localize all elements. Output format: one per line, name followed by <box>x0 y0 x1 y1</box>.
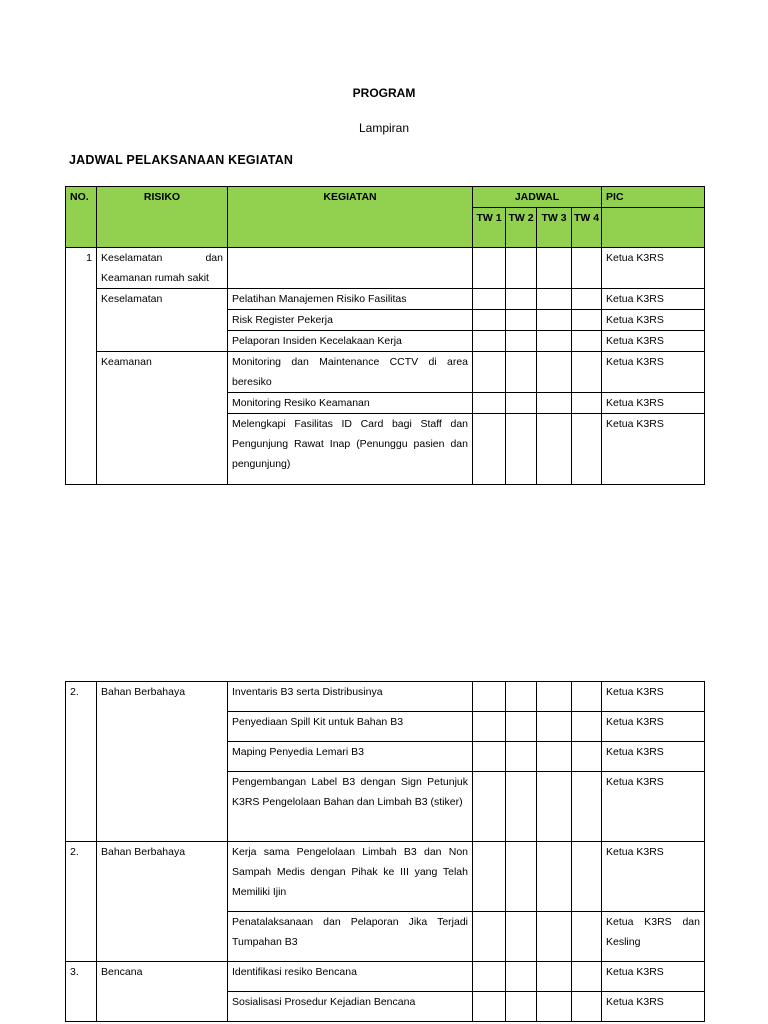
schedule-cell <box>537 310 572 331</box>
schedule-cell <box>473 712 506 742</box>
schedule-cell <box>537 772 572 842</box>
cell-kegiatan: Sosialisasi Prosedur Kejadian Bencana <box>228 992 473 1022</box>
table-row <box>66 248 705 289</box>
schedule-cell <box>506 352 537 393</box>
schedule-cell <box>572 414 602 485</box>
cell-risiko: Keselamatan <box>97 289 228 352</box>
schedule-cell <box>572 772 602 842</box>
schedule-cell <box>473 962 506 992</box>
schedule-cell <box>537 352 572 393</box>
schedule-cell <box>473 772 506 842</box>
schedule-cell <box>473 289 506 310</box>
cell-kegiatan: Penatalaksanaan dan Pelaporan Jika Terjadi Tumpahan B3 <box>228 912 473 962</box>
schedule-cell <box>537 992 572 1022</box>
cell-kegiatan: Risk Register Pekerja <box>228 310 473 331</box>
cell-kegiatan: Pelaporan Insiden Kecelakaan Kerja <box>228 331 473 352</box>
schedule-cell <box>506 289 537 310</box>
cell-pic: Ketua K3RS <box>602 772 705 842</box>
header-tw-1: TW 1 <box>473 208 506 248</box>
schedule-cell <box>506 842 537 912</box>
schedule-cell <box>537 712 572 742</box>
cell-kegiatan: Penyediaan Spill Kit untuk Bahan B3 <box>228 712 473 742</box>
schedule-cell <box>473 992 506 1022</box>
schedule-cell <box>506 331 537 352</box>
cell-pic: Ketua K3RS <box>602 712 705 742</box>
schedule-cell <box>506 248 537 289</box>
cell-no: 3. <box>66 962 97 1022</box>
schedule-cell <box>537 248 572 289</box>
schedule-cell <box>473 742 506 772</box>
schedule-cell <box>506 772 537 842</box>
table-row <box>66 962 705 992</box>
schedule-table-2 <box>65 681 705 1022</box>
cell-kegiatan: Melengkapi Fasilitas ID Card bagi Staff dan Pengunjung Rawat Inap (Penunggu pasien dan pengunjung) <box>228 414 473 485</box>
schedule-cell <box>473 912 506 962</box>
schedule-cell <box>506 682 537 712</box>
schedule-cell <box>473 842 506 912</box>
cell-pic: Ketua K3RS <box>602 393 705 414</box>
cell-risiko: Bahan Berbahaya <box>97 682 228 842</box>
cell-no: 2. <box>66 682 97 842</box>
cell-kegiatan: Pengembangan Label B3 dengan Sign Petunjuk K3RS Pengelolaan Bahan dan Limbah B3 (stiker) <box>228 772 473 842</box>
schedule-cell <box>506 962 537 992</box>
cell-kegiatan: Inventaris B3 serta Distribusinya <box>228 682 473 712</box>
schedule-cell <box>537 742 572 772</box>
header-tw-4: TW 4 <box>572 208 602 248</box>
schedule-cell <box>537 682 572 712</box>
cell-pic: Ketua K3RS <box>602 842 705 912</box>
schedule-cell <box>537 331 572 352</box>
schedule-cell <box>473 393 506 414</box>
cell-risiko: Keselamatan dan Keamanan rumah sakit <box>97 248 228 289</box>
schedule-cell <box>506 912 537 962</box>
schedule-cell <box>572 962 602 992</box>
schedule-cell <box>473 310 506 331</box>
cell-pic: Ketua K3RS <box>602 310 705 331</box>
schedule-cell <box>572 310 602 331</box>
section-heading: JADWAL PELAKSANAAN KEGIATAN <box>69 153 294 167</box>
schedule-cell <box>537 962 572 992</box>
schedule-cell <box>537 842 572 912</box>
cell-kegiatan: Pelatihan Manajemen Risiko Fasilitas <box>228 289 473 310</box>
schedule-cell <box>537 393 572 414</box>
cell-kegiatan: Monitoring Resiko Keamanan <box>228 393 473 414</box>
schedule-cell <box>473 682 506 712</box>
schedule-cell <box>473 331 506 352</box>
schedule-cell <box>473 352 506 393</box>
cell-pic: Ketua K3RS <box>602 962 705 992</box>
schedule-cell <box>537 289 572 310</box>
schedule-table-1 <box>65 186 705 485</box>
cell-pic: Ketua K3RS <box>602 248 705 289</box>
header-pic-blank <box>602 208 705 248</box>
header-tw-3: TW 3 <box>537 208 572 248</box>
schedule-cell <box>572 352 602 393</box>
cell-pic: Ketua K3RS <box>602 352 705 393</box>
schedule-cell <box>537 414 572 485</box>
table-row <box>66 289 705 310</box>
schedule-cell <box>572 248 602 289</box>
table-row <box>66 352 705 393</box>
schedule-cell <box>473 248 506 289</box>
schedule-cell <box>506 742 537 772</box>
cell-pic: Ketua K3RS dan Kesling <box>602 912 705 962</box>
schedule-cell <box>572 842 602 912</box>
cell-risiko: Bahan Berbahaya <box>97 842 228 962</box>
table-row <box>66 842 705 912</box>
cell-pic: Ketua K3RS <box>602 992 705 1022</box>
page-title: PROGRAM <box>352 86 416 100</box>
schedule-cell <box>572 393 602 414</box>
schedule-cell <box>506 310 537 331</box>
schedule-cell <box>572 682 602 712</box>
cell-kegiatan: Kerja sama Pengelolaan Limbah B3 dan Non Sampah Medis dengan Pihak ke III yang Telah Memiliki Ijin <box>228 842 473 912</box>
header-risiko: RISIKO <box>97 187 228 248</box>
cell-kegiatan <box>228 248 473 289</box>
cell-kegiatan: Identifikasi resiko Bencana <box>228 962 473 992</box>
header-kegiatan: KEGIATAN <box>228 187 473 248</box>
schedule-cell <box>572 912 602 962</box>
schedule-cell <box>506 992 537 1022</box>
cell-risiko: Keamanan <box>97 352 228 485</box>
cell-pic: Ketua K3RS <box>602 331 705 352</box>
cell-no: 1 <box>66 248 97 485</box>
schedule-cell <box>506 414 537 485</box>
cell-kegiatan: Monitoring dan Maintenance CCTV di area beresiko <box>228 352 473 393</box>
cell-pic: Ketua K3RS <box>602 289 705 310</box>
header-jadwal: JADWAL <box>473 187 602 208</box>
header-tw-2: TW 2 <box>506 208 537 248</box>
schedule-cell <box>572 992 602 1022</box>
page-subtitle: Lampiran <box>358 121 410 135</box>
cell-pic: Ketua K3RS <box>602 414 705 485</box>
header-pic: PIC <box>602 187 705 208</box>
header-no: NO. <box>66 187 97 248</box>
schedule-cell <box>572 331 602 352</box>
schedule-cell <box>572 742 602 772</box>
cell-pic: Ketua K3RS <box>602 742 705 772</box>
schedule-cell <box>572 712 602 742</box>
cell-risiko: Bencana <box>97 962 228 1022</box>
schedule-cell <box>473 414 506 485</box>
cell-pic: Ketua K3RS <box>602 682 705 712</box>
table-row <box>66 682 705 712</box>
schedule-cell <box>572 289 602 310</box>
cell-no: 2. <box>66 842 97 962</box>
schedule-cell <box>506 393 537 414</box>
schedule-cell <box>537 912 572 962</box>
schedule-cell <box>506 712 537 742</box>
cell-kegiatan: Maping Penyedia Lemari B3 <box>228 742 473 772</box>
